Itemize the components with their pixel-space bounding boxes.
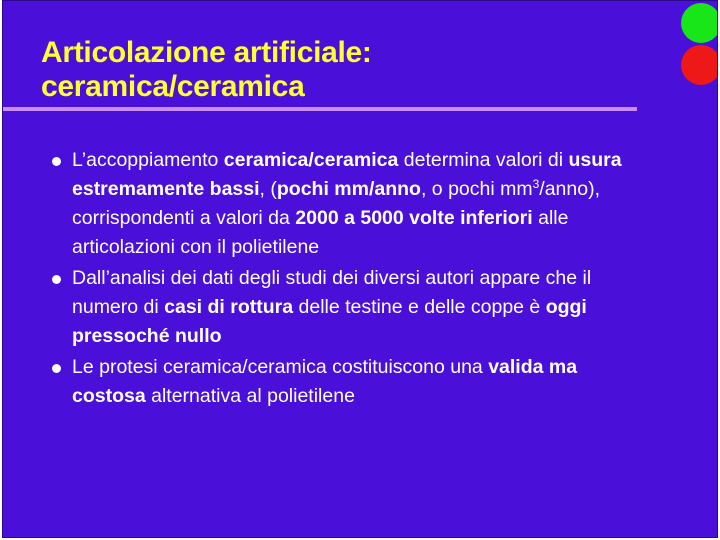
bullet-text: alternativa al polietilene [145, 385, 355, 407]
bullet-text: /anno), corrispondenti a valori da [72, 178, 600, 229]
bullet-text: Le protesi ceramica/ceramica costituiscono una [72, 356, 489, 378]
bullet-emphasis: 2000 a 5000 volte inferiori [295, 207, 533, 229]
bullet-text: delle testine e delle coppe è [293, 296, 546, 318]
bullet-item-alternative [51, 353, 651, 411]
next-slide-button[interactable] [681, 3, 718, 43]
title-line-2: ceramica/ceramica [41, 70, 305, 103]
title-line-1: Articolazione artificiale: [41, 36, 372, 69]
title-underline [3, 107, 637, 111]
bullet-emphasis: valida ma costosa [72, 356, 578, 407]
bullet-item-ceramic-wear [51, 146, 651, 262]
bullet-emphasis: casi di rottura [164, 296, 294, 318]
bullet-text: Dall’analisi dei dati degli studi dei diversi autori appare che il numero di [72, 267, 592, 318]
slide [2, 0, 718, 538]
bullet-list [51, 146, 651, 413]
bullet-dot-icon [52, 275, 61, 284]
bullet-text: alle articolazioni con il polietilene [72, 207, 569, 258]
bullet-text: determina valori di [398, 149, 569, 171]
bullet-emphasis: oggi pressoché nullo [72, 296, 587, 347]
previous-slide-button[interactable] [681, 45, 718, 85]
bullet-emphasis: usura estremamente bassi [72, 149, 622, 200]
bullet-text: , o pochi mm [420, 178, 533, 200]
slide-title [41, 36, 372, 104]
bullet-dot-icon [52, 157, 61, 166]
bullet-item-breakage [51, 264, 651, 351]
bullet-emphasis: ceramica/ceramica [223, 149, 399, 171]
bullet-dot-icon [52, 364, 61, 373]
bullet-text: L’accoppiamento [72, 149, 224, 171]
bullet-emphasis: pochi mm/anno [276, 178, 421, 200]
superscript: 3 [532, 177, 540, 191]
bullet-text: , ( [259, 178, 277, 200]
